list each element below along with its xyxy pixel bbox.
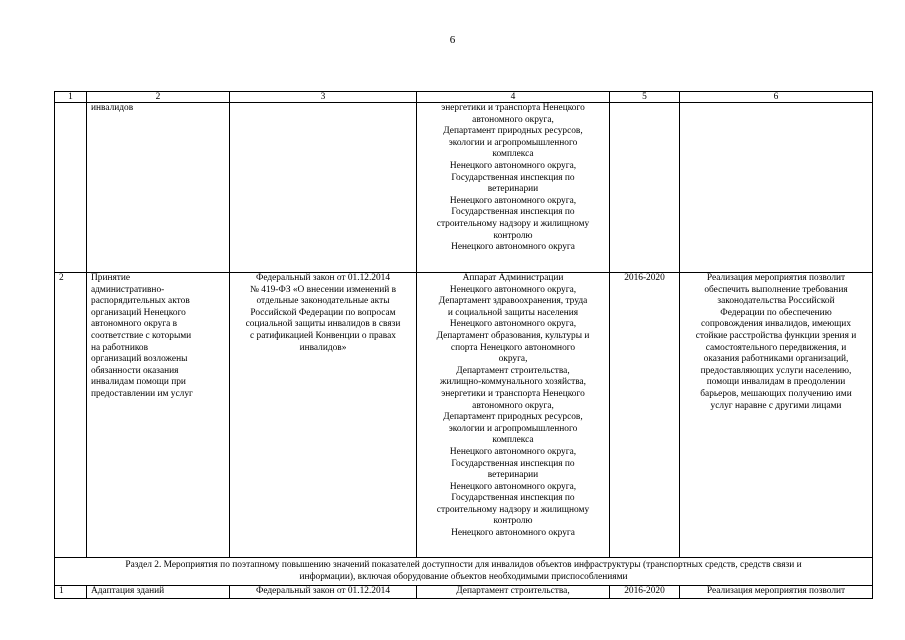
text-line: ветеринарии [487,470,539,481]
measures-table [54,91,873,599]
text-line: Российской Федерации по вопросам [250,307,396,318]
header-row [55,92,873,103]
text-line: Государственная инспекция по [451,207,575,218]
text-line: услуг наравне с другими лицами [710,400,842,411]
text-line: стойкие расстройства функции зрения и [695,330,857,341]
header-col-2: 2 [87,92,230,103]
page-number: 6 [449,34,456,46]
text-line: с ратификацией Конвенции о правах [250,330,396,341]
text-line: социальной защиты инвалидов в связи [245,319,401,330]
cell-responsible: Департамент строительства, [417,586,610,599]
section-heading-row [55,558,873,586]
text-line: сопровождения инвалидов, имеющих [700,319,852,330]
text-line: соответствие с которыми [91,330,192,341]
cell-period: 2016-2020 [610,586,680,599]
text-line: жилищно-коммунального хозяйства, [439,377,587,388]
text-line: строительному надзору и жилищному [436,218,590,229]
cell-measure [87,273,230,558]
table-row [55,273,873,558]
text-line: Ненецкого автономного округа, [449,160,577,171]
cell-result: Реализация мероприятия позволит [680,586,873,599]
text-line: организаций возложены [91,354,188,365]
cell-number: 1 [55,586,87,599]
text-line: строительному надзору и жилищному [436,504,590,515]
text-line: Ненецкого автономного округа, [449,284,577,295]
text-line: Ненецкого автономного округа, [449,195,577,206]
section-heading [55,558,873,586]
header-col-6: 6 [680,92,873,103]
cell-result [680,103,873,273]
text-line: инвалидам помощи при [91,377,186,388]
text-line: Ненецкого автономного округа [451,242,575,253]
text-line: энергетики и транспорта Ненецкого [441,103,585,113]
text-line: Аппарат Администрации [462,273,564,283]
text-line: помощи инвалидам в преодолении [706,377,846,388]
text-line: автономного округа, [472,400,554,411]
text-line: Департамент природных ресурсов, [443,126,583,137]
header-col-5: 5 [610,92,680,103]
text-line: барьеров, мешающих получению ими [700,388,852,399]
text-line: Федерации по обеспечению [720,307,832,318]
text-line: оказания работниками организаций, [703,354,849,365]
table-row [55,586,873,599]
text-line: и социальной защиты населения [447,307,579,318]
cell-period: 2016-2020 [610,273,680,558]
text-line: административно- [91,284,165,295]
text-line: распорядительных актов [91,296,190,307]
table-row [55,103,873,273]
text-line: обязанности оказания [91,365,179,376]
text-line: инвалидов» [299,342,347,353]
header-col-3: 3 [230,92,417,103]
cell-responsible [417,273,610,558]
text-line: Ненецкого автономного округа, [449,319,577,330]
text-line: Государственная инспекция по [451,172,575,183]
text-line: комплекса [492,149,534,160]
cell-number [55,103,87,273]
text-line: Ненецкого автономного округа, [449,446,577,457]
text-line: контролю [493,516,533,527]
text-line: Департамент здравоохранения, труда [438,296,588,307]
cell-period [610,103,680,273]
text-line: отдельные законодательные акты [256,296,390,307]
cell-legal-basis: Федеральный закон от 01.12.2014 [230,586,417,599]
text-line: энергетики и транспорта Ненецкого [441,388,585,399]
header-col-4: 4 [417,92,610,103]
cell-responsible [417,103,610,273]
text-line: Государственная инспекция по [451,458,575,469]
text-line: обеспечить выполнение требования [704,284,848,295]
text-line: Департамент природных ресурсов, [443,412,583,423]
text-line: на работников [91,342,149,353]
text-line: Реализация мероприятия позволит [706,273,846,283]
text-line: Государственная инспекция по [451,493,575,504]
cell-number: 2 [55,273,87,558]
text-line: предоставлении им услуг [91,388,193,399]
text-line: экологии и агропромышленного [448,423,578,434]
cell-result [680,273,873,558]
text-line: автономного округа, [472,114,554,125]
text-line: контролю [493,230,533,241]
text-line: законодательства Российской [717,296,835,307]
text-line: комплекса [492,435,534,446]
text-line: Департамент образования, культуры и [436,330,590,341]
cell-legal-basis [230,273,417,558]
text-line: организаций Ненецкого [91,307,186,318]
text-line: Департамент строительства, [456,365,570,376]
text-line: самостоятельного передвижения, и [705,342,847,353]
header-col-1: 1 [55,92,87,103]
text-line: автономного округа в [91,319,178,330]
text-line: Ненецкого автономного округа, [449,481,577,492]
text-line: спорта Ненецкого автономного [450,342,576,353]
text-line: Раздел 2. Мероприятия по поэтапному повышению значений показателей доступности для инвалидов объектов инфраструктуры (транспортных средств, средств связи и [125,560,802,570]
text-line: округа, [498,354,528,365]
text-line: информации), включая оборудование объектов необходимыми приспособлениями [299,571,628,582]
text-line: Федеральный закон от 01.12.2014 [255,273,391,283]
text-line: предоставляющих услуги населению, [700,365,852,376]
cell-legal-basis [230,103,417,273]
text-line: экологии и агропромышленного [448,137,578,148]
text-line: ветеринарии [487,184,539,195]
cell-measure: Адаптация зданий [87,586,230,599]
cell-measure: инвалидов [87,103,230,273]
text-line: Ненецкого автономного округа [451,528,575,539]
text-line: Принятие [91,273,131,283]
text-line: № 419-ФЗ «О внесении изменений в [249,284,397,295]
